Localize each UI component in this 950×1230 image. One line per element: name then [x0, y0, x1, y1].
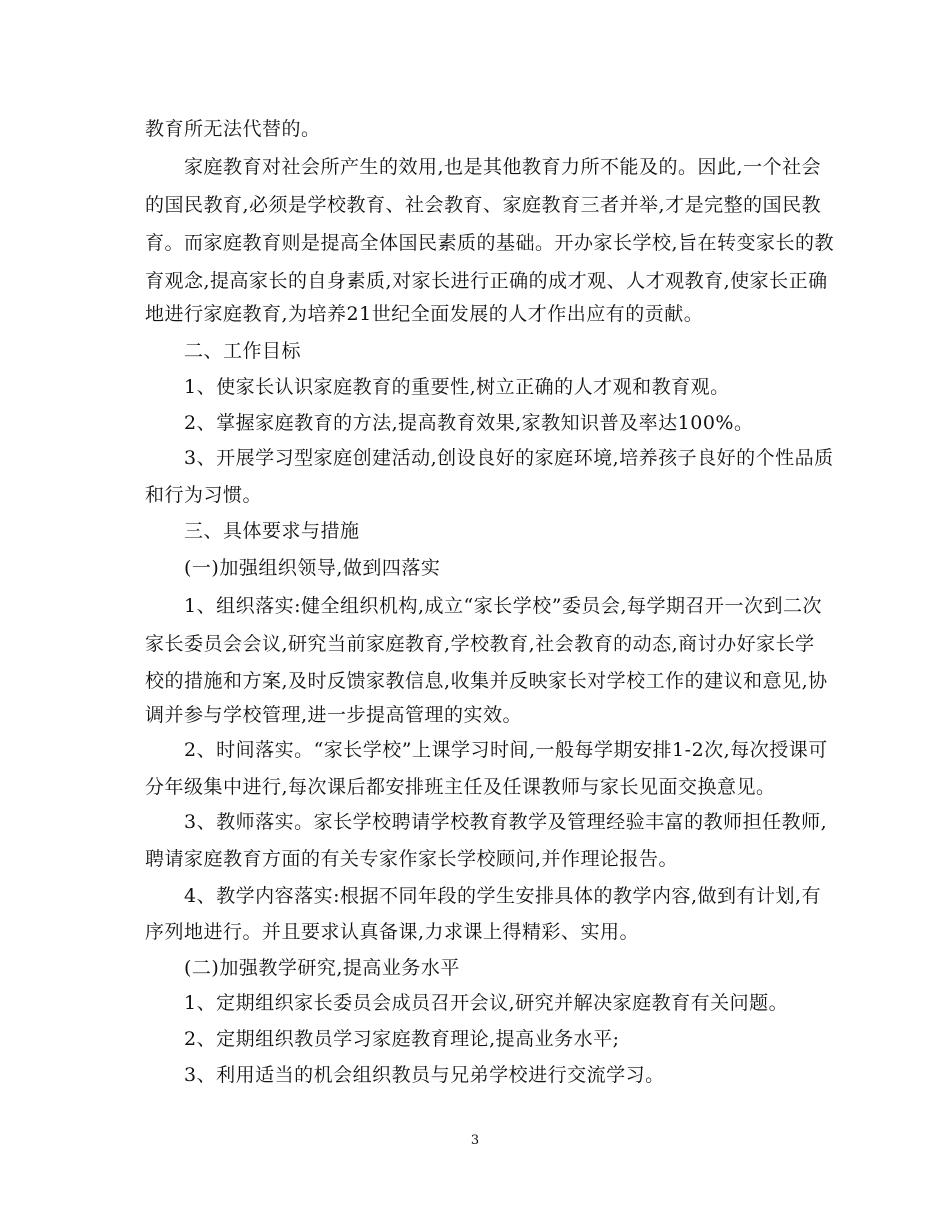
- text-line: 2、掌握家庭教育的方法,提高教育效果,家教知识普及率达100%。: [145, 412, 754, 434]
- subsection-heading: (一)加强组织领导,做到四落实: [145, 557, 441, 579]
- text-line: 教育所无法代替的。: [145, 118, 321, 140]
- text-line: 育。而家庭教育则是提高全体国民素质的基础。开办家长学校,旨在转变家长的教: [145, 232, 835, 254]
- subsection-heading: (二)加强教学研究,提高业务水平: [145, 957, 460, 979]
- text-line: 家长委员会会议,研究当前家庭教育,学校教育,社会教育的动态,商讨办好家长学: [145, 633, 815, 655]
- text-line: 序列地进行。并且要求认真备课,力求课上得精彩、实用。: [145, 921, 640, 943]
- text-line: 校的措施和方案,及时反馈家教信息,收集并反映家长对学校工作的建议和意见,协: [145, 670, 828, 692]
- text-line: 聘请家庭教育方面的有关专家作家长学校顾问,并作理论报告。: [145, 848, 679, 870]
- text-line: 3、教师落实。家长学校聘请学校教育教学及管理经验丰富的教师担任教师,: [145, 811, 828, 833]
- text-line: 2、时间落实。“家长学校”上课学习时间,一般每学期安排1-2次,每次授课可: [145, 739, 828, 761]
- text-line: 地进行家庭教育,为培养21世纪全面发展的人才作出应有的贡献。: [145, 303, 704, 325]
- text-line: 和行为习惯。: [145, 484, 263, 506]
- text-line: 1、定期组织家长委员会成员召开会议,研究并解决家庭教育有关问题。: [145, 992, 789, 1014]
- page-number: 3: [470, 1133, 480, 1148]
- text-line: 1、使家长认识家庭教育的重要性,树立正确的人才观和教育观。: [145, 376, 730, 398]
- text-line: 1、组织落实:健全组织机构,成立“家长学校”委员会,每学期召开一次到二次: [145, 595, 822, 617]
- text-line: 3、利用适当的机会组织教员与兄弟学校进行交流学习。: [145, 1064, 665, 1086]
- section-heading: 二、工作目标: [145, 340, 302, 362]
- text-line: 育观念,提高家长的自身素质,对家长进行正确的成才观、人才观教育,使家长正确: [145, 270, 828, 292]
- text-line: 4、教学内容落实:根据不同年段的学生安排具体的教学内容,做到有计划,有: [145, 885, 822, 907]
- section-heading: 三、具体要求与措施: [145, 520, 360, 542]
- text-line: 分年级集中进行,每次课后都安排班主任及任课教师与家长见面交换意见。: [145, 776, 776, 798]
- text-line: 3、开展学习型家庭创建活动,创设良好的家庭环境,培养孩子良好的个性品质: [145, 447, 834, 469]
- text-line: 2、定期组织教员学习家庭教育理论,提高业务水平;: [145, 1028, 620, 1050]
- text-line: 的国民教育,必须是学校教育、社会教育、家庭教育三者并举,才是完整的国民教: [145, 194, 822, 216]
- text-line: 家庭教育对社会所产生的效用,也是其他教育力所不能及的。因此,一个社会: [145, 156, 822, 178]
- text-line: 调并参与学校管理,进一步提高管理的实效。: [145, 704, 523, 726]
